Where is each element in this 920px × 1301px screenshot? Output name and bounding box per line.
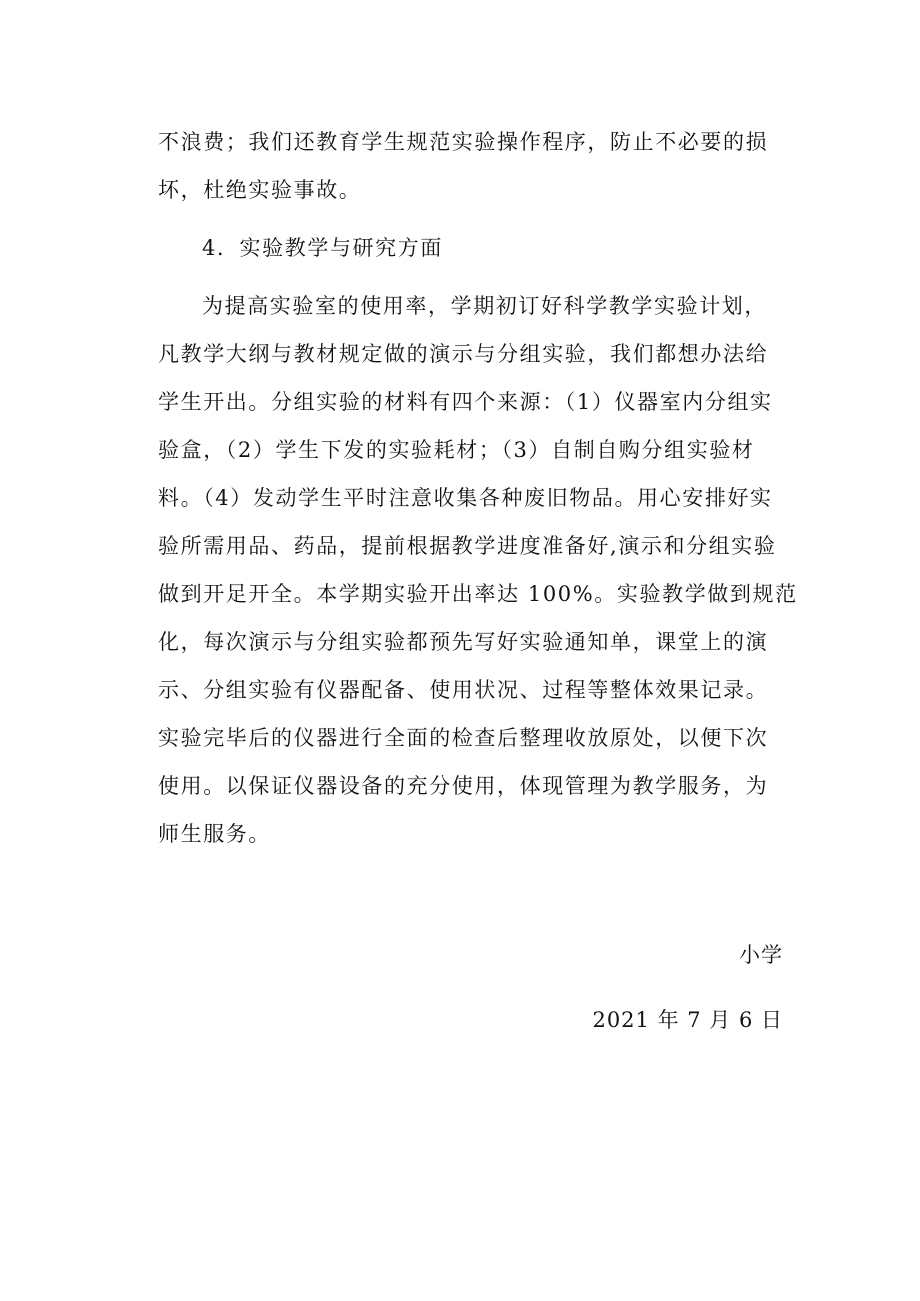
text-line: 示、分组实验有仪器配备、使用状况、过程等整体效果记录。 xyxy=(158,678,769,702)
text-line: 验盒，（2）学生下发的实验耗材；（3）自制自购分组实验材 xyxy=(158,438,755,462)
document-body xyxy=(158,118,798,858)
text-line: 使用。以保证仪器设备的充分使用，体现管理为教学服务，为 xyxy=(158,774,769,798)
continuation-paragraph xyxy=(158,118,783,214)
text-line: 化，每次演示与分组实验都预先写好实验通知单，课堂上的演 xyxy=(158,630,769,654)
text-line: 坏，杜绝实验事故。 xyxy=(158,178,362,202)
text-line: 为提高实验室的使用率，学期初订好科学教学实验计划， xyxy=(202,294,767,318)
text-line: 做到开足开全。本学期实验开出率达 100%。实验教学做到规范 xyxy=(158,582,798,606)
text-line: 实验完毕后的仪器进行全面的检查后整理收放原处，以便下次 xyxy=(158,726,769,750)
text-line: 验所需用品、药品，提前根据教学进度准备好,演示和分组实验 xyxy=(158,534,777,558)
signature-school: 小学 xyxy=(739,943,783,967)
text-line: 不浪费；我们还教育学生规范实验操作程序，防止不必要的损 xyxy=(158,130,769,154)
text-line: 料。（4）发动学生平时注意收集各种废旧物品。用心安排好实 xyxy=(158,486,773,510)
text-line: 师生服务。 xyxy=(158,822,271,846)
section-heading: 4．实验教学与研究方面 xyxy=(202,236,443,260)
text-line: 学生开出。分组实验的材料有四个来源：（1）仪器室内分组实 xyxy=(158,390,773,414)
text-line: 凡教学大纲与教材规定做的演示与分组实验，我们都想办法给 xyxy=(158,342,769,366)
signature-date: 2021 年 7 月 6 日 xyxy=(592,1008,783,1032)
section-paragraph xyxy=(158,282,798,858)
